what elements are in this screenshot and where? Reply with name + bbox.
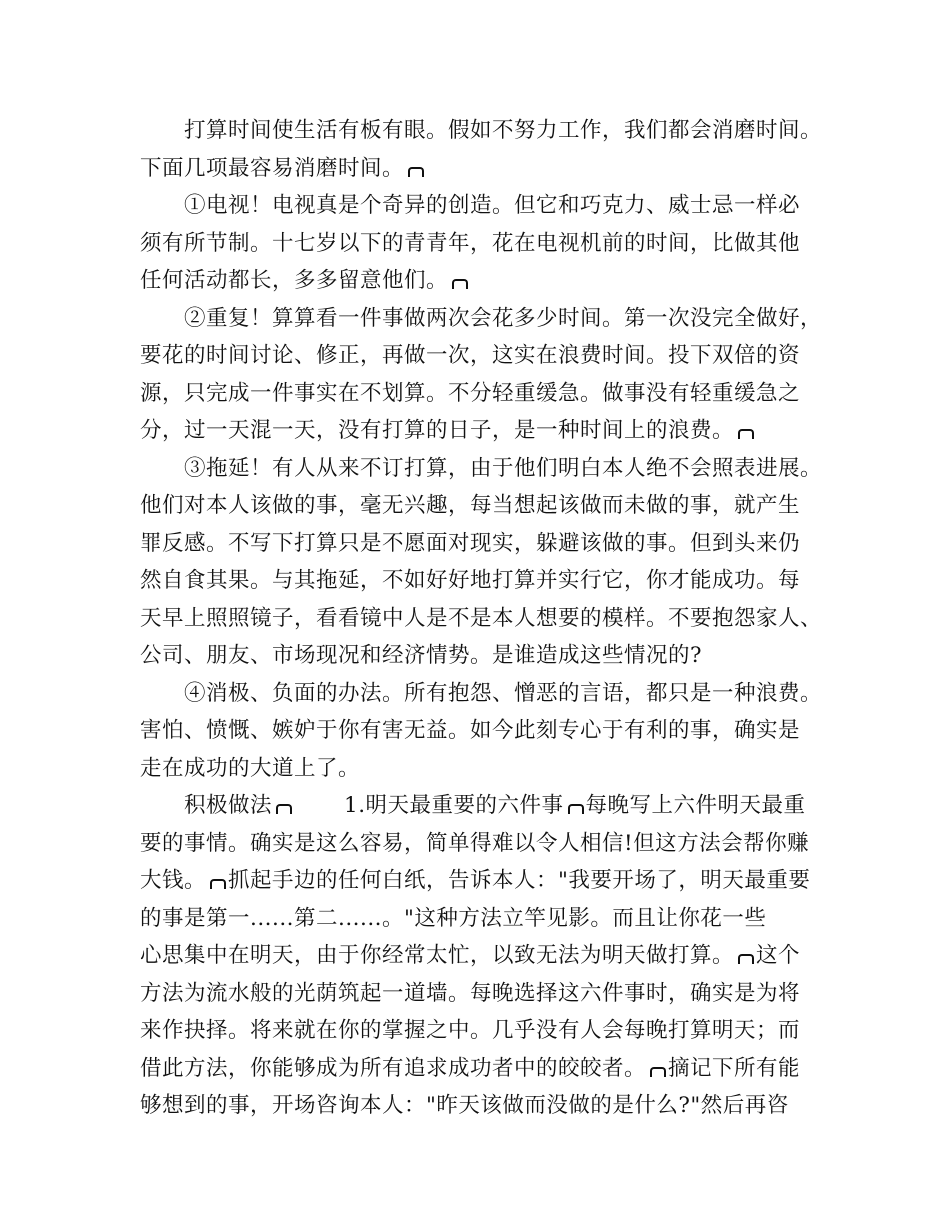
return-mark-icon	[408, 167, 424, 177]
text-line: 借此方法，你能够成为所有追求成功者中的皎皎者。 摘记下所有能	[140, 1055, 801, 1081]
text-line: 下面几项最容易消磨时间。	[140, 150, 835, 188]
text-line: 够想到的事，开场咨询本人："昨天该做而没做的是什么?"然后再咨	[140, 1093, 789, 1118]
text-line: 方法为流水般的光荫筑起一道墙。每晚选择这六件事时，确实是为将	[140, 980, 801, 1006]
text-line: 害怕、愤慨、嫉妒于你有害无益。如今此刻专心于有利的事，确实是	[140, 718, 801, 743]
text-line: 的事是第一......第二......。"这种方法立竿见影。而且让你花一些	[140, 905, 767, 931]
return-mark-icon	[210, 879, 226, 889]
section-heading: 积极做法	[184, 793, 273, 818]
return-mark-icon	[276, 804, 292, 814]
body-text	[140, 112, 835, 1125]
text-line: 要的事情。确实是这么容易，简单得难以令人相信!但这方法会帮你赚	[140, 830, 810, 856]
text-line: 天早上照照镜子，看看镜中人是不是本人想要的模样。不要抱怨家人、	[140, 605, 823, 631]
return-mark-icon	[568, 804, 584, 814]
text-line: 分，过一天混一天，没有打算的日子，是一种时间上的浪费。	[140, 412, 835, 450]
text-line: 大钱。 抓起手边的任何白纸，告诉本人："我要开场了，明天最重要	[140, 868, 811, 893]
return-mark-icon	[738, 954, 754, 964]
text-line: 须有所节制。十七岁以下的青青年，花在电视机前的时间，比做其他	[140, 230, 801, 256]
text-line: 打算时间使生活有板有眼。假如不努力工作，我们都会消磨时间。	[184, 118, 823, 143]
text-line: 任何活动都长，多多留意他们。	[140, 262, 835, 300]
text-line: 源，只完成一件事实在不划算。不分轻重缓急。做事没有轻重缓急之	[140, 380, 801, 406]
text-line: 积极做法 1.明天最重要的六件事 每晚写上六件明天最重	[184, 793, 806, 818]
text-line: 心思集中在明天，由于你经常太忙，以致无法为明天做打算。 这个	[140, 943, 801, 968]
text-line: 走在成功的大道上了。	[140, 755, 361, 781]
text-line: ③拖延！有人从来不订打算，由于他们明白本人绝不会照表进展。	[184, 455, 823, 481]
text-line: 公司、朋友、市场现况和经济情势。是谁造成这些情况的?	[140, 643, 703, 668]
text-line: 来作抉择。将来就在你的掌握之中。几乎没有人会每晚打算明天；而	[140, 1018, 801, 1043]
list-item-title: 1.明天最重要的六件事	[344, 793, 564, 818]
return-mark-icon	[738, 429, 754, 439]
text-line: ①电视！电视真是个奇异的创造。但它和巧克力、威士忌一样必	[184, 193, 801, 218]
text-line: 然自食其果。与其拖延，不如好好地打算并实行它，你才能成功。每	[140, 568, 801, 593]
return-mark-icon	[452, 279, 468, 289]
text-line: 他们对本人该做的事，毫无兴趣，每当想起该做而未做的事，就产生	[140, 493, 801, 518]
text-line: ②重复！算算看一件事做两次会花多少时间。第一次没完全做好，	[184, 305, 823, 331]
text-line: 罪反感。不写下打算只是不愿面对现实，躲避该做的事。但到头来仍	[140, 530, 801, 556]
text-line: ④消极、负面的办法。所有抱怨、憎恶的言语，都只是一种浪费。	[184, 680, 823, 706]
return-mark-icon	[650, 1067, 666, 1077]
text-line: 要花的时间讨论、修正，再做一次，这实在浪费时间。投下双倍的资	[140, 343, 801, 368]
